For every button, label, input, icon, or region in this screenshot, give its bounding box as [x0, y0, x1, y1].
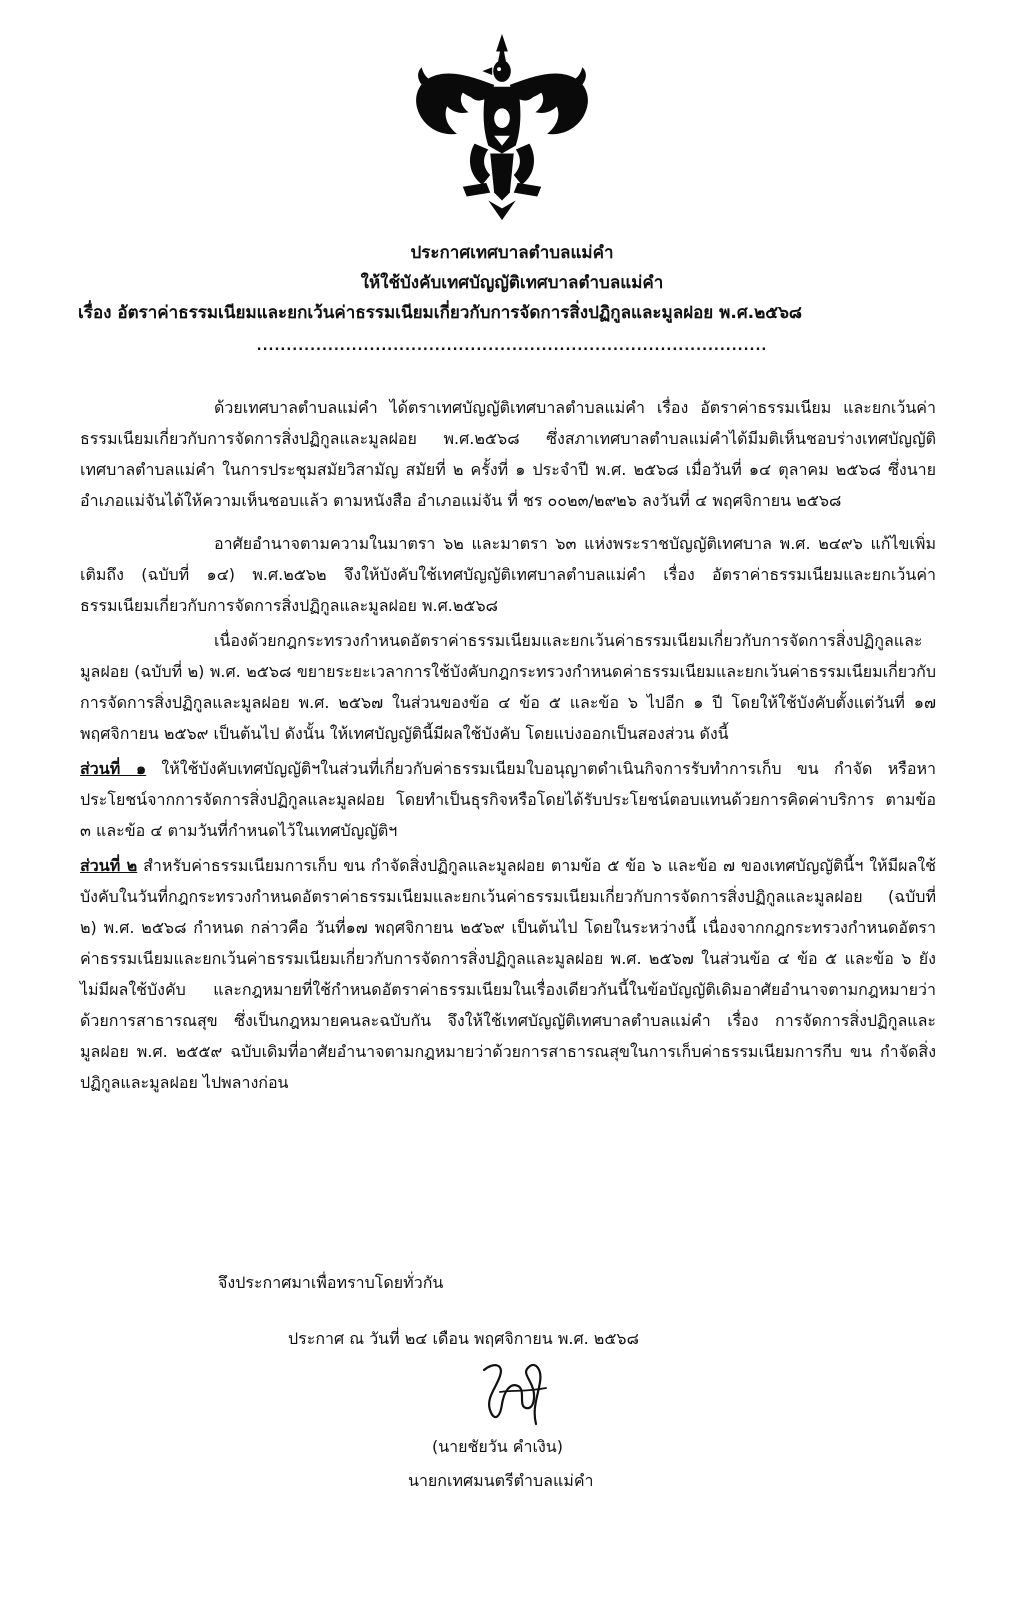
part-2-paragraph — [80, 850, 936, 1098]
header-separator: ...................................................................................... — [256, 339, 768, 354]
handwritten-signature-icon — [470, 1352, 560, 1432]
part-1-paragraph — [80, 753, 936, 846]
announcement-title: ประกาศเทศบาลตำบลแม่คำ — [410, 243, 614, 263]
part-2-label: ส่วนที่ ๒ — [80, 856, 138, 875]
part-1-text: ให้ใช้บังคับเทศบัญญัติฯในส่วนที่เกี่ยวกับค่าธรรมเนียมใบอนุญาตดำเนินกิจการรับทำการเก็บ ขน กำจัด หรือหาประโยชน์จากการจัดการสิ่งปฏิกูลและมูลฝอย โดยทำเป็นธุรกิจหรือโดยได้รับประโยชน์ตอบแทนด้วยการคิดค่าบริการ ตามข้อ ๓ และข้อ ๔ ตามวันที่กำหนดไว้ในเทศบัญญัติฯ — [80, 759, 936, 840]
signer-title: นายกเทศมนตรีตำบลแม่คำ — [408, 1471, 594, 1490]
signer-name: (นายชัยวัน คำเงิน) — [432, 1437, 563, 1456]
part-2-text: สำหรับค่าธรรมเนียมการเก็บ ขน กำจัดสิ่งปฏิกูลและมูลฝอย ตามข้อ ๕ ข้อ ๖ และข้อ ๗ ของเทศบัญญัตินี้ฯ ให้มีผลใช้บังคับในวันที่กฎกระทรวงกำหนดอัตราค่าธรรมเนียมและยกเว้นค่าธรรมเนียมเกี่ยวกับการจัดการสิ่งปฏิกูลและมูลฝอย (ฉบับที่ ๒) พ.ศ. ๒๕๖๘ กำหนด กล่าวคือ วันที่๑๗ พฤศจิกายน ๒๕๖๙ เป็นต้นไป โดยในระหว่างนี้ เนื่องจากกฎกระทรวงกำหนดอัตราค่าธรรมเนียมและยกเว้นค่าธรรมเนียมเกี่ยวกับการจัดการสิ่งปฏิกูลและมูลฝอย พ.ศ. ๒๕๖๗ ในส่วนข้อ ๔ ข้อ ๕ และข้อ ๖ ยังไม่มีผลใช้บังคับ และกฎหมายที่ใช้กำหนดอัตราค่าธรรมเนียมในเรื่องเดียวกันนี้ในข้อบัญญัติเดิมอาศัยอำนาจตามกฎหมายว่าด้วยการสาธารณสุข ซึ่งเป็นกฎหมายคนละฉบับกัน จึงให้ใช้เทศบัญญัติเทศบาลตำบลแม่คำ เรื่อง การจัดการสิ่งปฏิกูลและมูลฝอย พ.ศ. ๒๕๕๙ ฉบับเดิมที่อาศัยอำนาจตามกฎหมายว่าด้วยการสาธารณสุขในการเก็บค่าธรรมเนียมการกีบ ขน กำจัดสิ่งปฏิกูลและมูลฝอย ไปพลางก่อน — [80, 856, 936, 1092]
body-paragraph-1: ด้วยเทศบาลตำบลแม่คำ ได้ตราเทศบัญญัติเทศบาลตำบลแม่คำ เรื่อง อัตราค่าธรรมเนียม และยกเว้นค่าธรรมเนียมเกี่ยวกับการจัดการสิ่งปฏิกูลและมูลฝอย พ.ศ.๒๕๖๘ ซึ่งสภาเทศบาลตำบลแม่คำได้มีมติเห็นชอบร่างเทศบัญญัติเทศบาลตำบลแม่คำ ในการประชุมสมัยวิสามัญ สมัยที่ ๒ ครั้งที่ ๑ ประจำปี พ.ศ. ๒๕๖๘ เมื่อวันที่ ๑๔ ตุลาคม ๒๕๖๘ ซึ่งนายอำเภอแม่จันได้ให้ความเห็นชอบแล้ว ตามหนังสือ อำเภอแม่จัน ที่ ชร ๐๐๒๓/๒๙๒๖ ลงวันที่ ๔ พฤศจิกายน ๒๕๖๘ — [80, 398, 936, 510]
part-1-label: ส่วนที่ ๑ — [80, 759, 147, 778]
body-paragraph-2: อาศัยอำนาจตามความในมาตรา ๖๒ และมาตรา ๖๓ แห่งพระราชบัญญัติเทศบาล พ.ศ. ๒๔๙๖ แก้ไขเพิ่มเติมถึง (ฉบับที่ ๑๔) พ.ศ.๒๕๖๒ จึงให้บังคับใช้เทศบัญญัติเทศบาลตำบลแม่คำ เรื่อง อัตราค่าธรรมเนียมและยกเว้นค่าธรรมเนียมเกี่ยวกับการจัดการสิ่งปฏิกูลและมูลฝอย พ.ศ.๒๕๖๘ — [80, 534, 936, 615]
announcement-subtitle: ให้ใช้บังคับเทศบัญญัติเทศบาลตำบลแม่คำ — [360, 273, 664, 293]
announcement-header — [60, 238, 964, 362]
announcement-date: ประกาศ ณ วันที่ ๒๔ เดือน พฤศจิกายน พ.ศ. ๒๕๖๘ — [288, 1329, 639, 1348]
garuda-emblem-icon — [404, 28, 600, 224]
announcement-subject: เรื่อง อัตราค่าธรรมเนียมและยกเว้นค่าธรรมเนียมเกี่ยวกับการจัดการสิ่งปฏิกูลและมูลฝอย พ.ศ.๒๕๖๘ — [78, 303, 803, 323]
announcement-body — [80, 392, 936, 1102]
body-paragraph-3: เนื่องด้วยกฎกระทรวงกำหนดอัตราค่าธรรมเนียมและยกเว้นค่าธรรมเนียมเกี่ยวกับการจัดการสิ่งปฏิกูลและมูลฝอย (ฉบับที่ ๒) พ.ศ. ๒๕๖๘ ขยายระยะเวลาการใช้บังคับกฎกระทรวงกำหนดค่าธรรมเนียมและยกเว้นค่าธรรมเนียมเกี่ยวกับการจัดการสิ่งปฏิกูลและมูลฝอย พ.ศ. ๒๕๖๗ ในส่วนของข้อ ๔ ข้อ ๕ และข้อ ๖ ไปอีก ๑ ปี โดยให้ใช้บังคับตั้งแต่วันที่ ๑๗ พฤศจิกายน ๒๕๖๙ เป็นต้นไป ดังนั้น ให้เทศบัญญัตินี้มีผลใช้บังคับ โดยแบ่งออกเป็นสองส่วน ดังนี้ — [80, 631, 936, 743]
closing-statement: จึงประกาศมาเพื่อทราบโดยทั่วกัน — [218, 1273, 444, 1292]
